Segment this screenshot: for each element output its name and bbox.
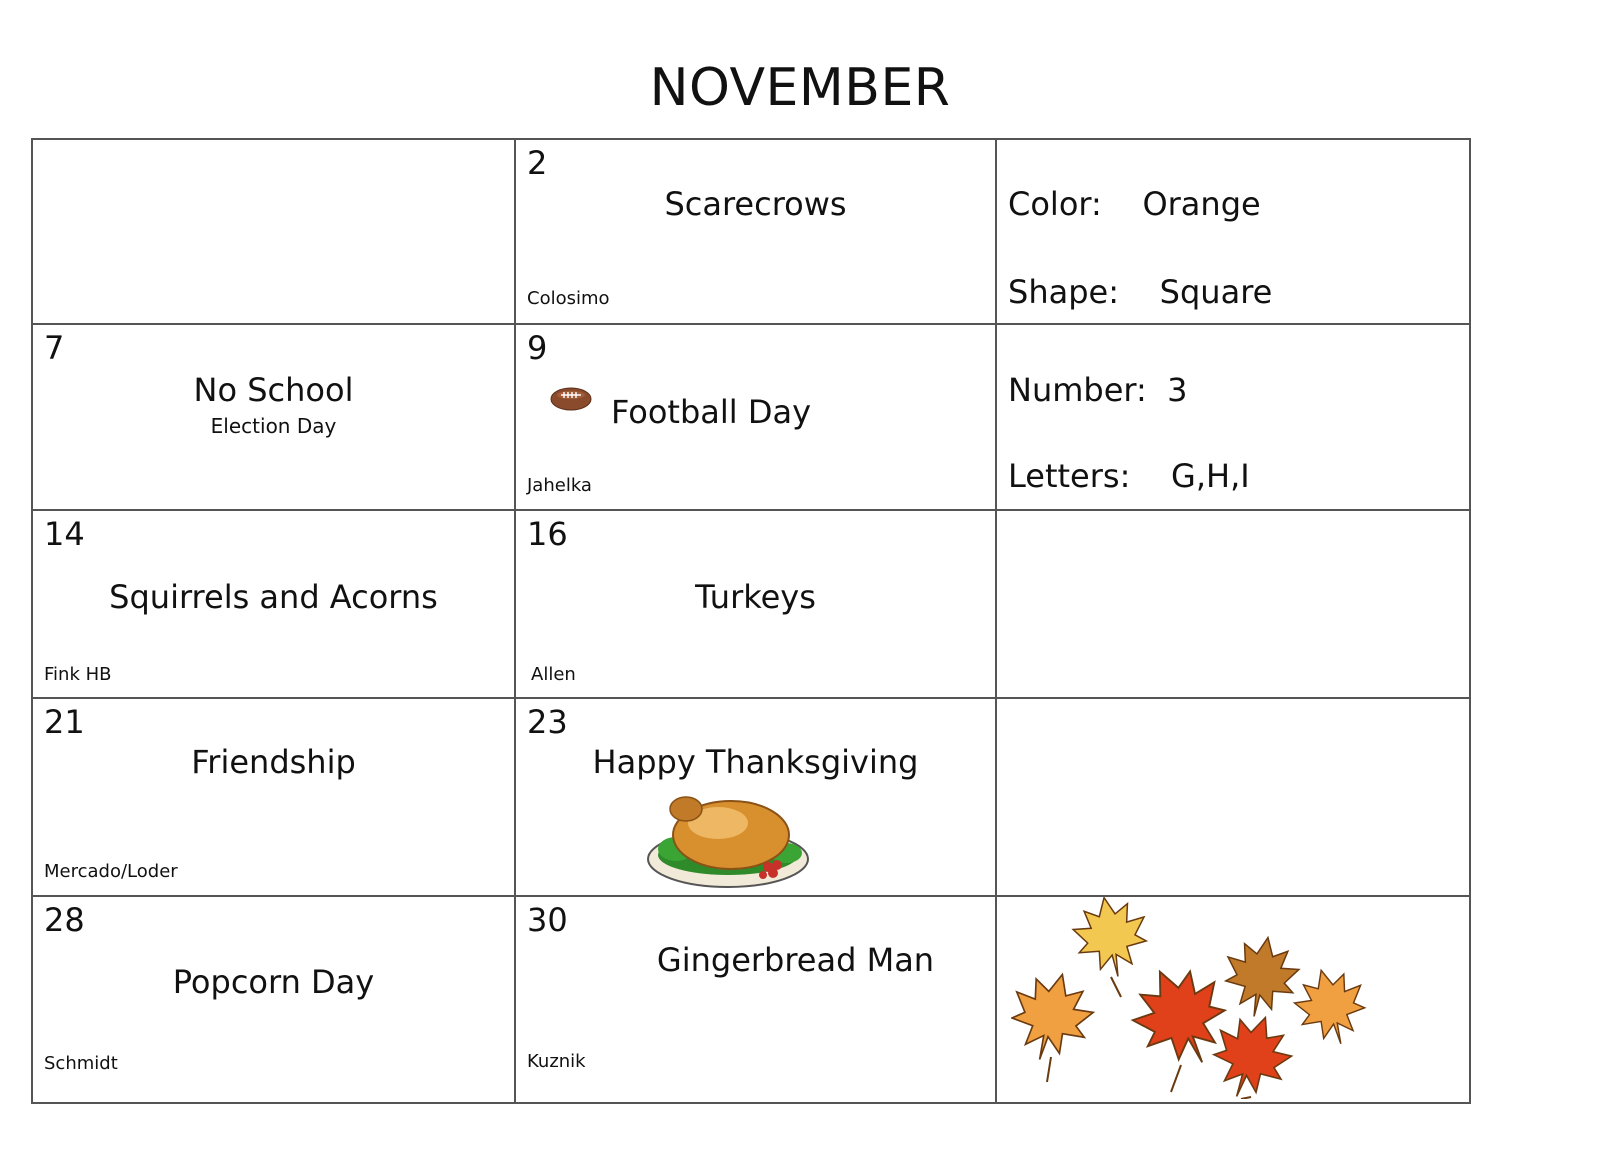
calendar-cell-empty [33, 140, 514, 323]
number-value: 3 [1167, 371, 1188, 409]
calendar-cell-day-9 [516, 325, 995, 509]
event-subtitle: Election Day [210, 414, 337, 438]
color-label: Color: [1008, 185, 1102, 223]
day-number: 9 [527, 329, 548, 367]
calendar-cell-day-7 [33, 325, 514, 509]
color-info [1008, 185, 1261, 223]
day-number: 23 [527, 703, 568, 741]
calendar-cell-day-2 [516, 140, 995, 323]
color-value: Orange [1142, 185, 1261, 223]
event-title: No School [193, 371, 354, 409]
event-title: Popcorn Day [172, 963, 375, 1001]
event-title: Friendship [191, 743, 356, 781]
calendar-cell-day-16 [516, 511, 995, 697]
calendar-cell-day-14 [33, 511, 514, 697]
day-number: 21 [44, 703, 85, 741]
day-number: 28 [44, 901, 85, 939]
teacher-name: Schmidt [44, 1053, 118, 1074]
event-title: Gingerbread Man [656, 941, 935, 979]
day-number: 14 [44, 515, 85, 553]
day-number: 7 [44, 329, 65, 367]
calendar-grid [31, 138, 1471, 1104]
calendar-cell-day-30 [516, 897, 995, 1102]
autumn-leaves-icon [1011, 897, 1381, 1099]
number-info [1008, 371, 1187, 409]
calendar-cell-day-23 [516, 699, 995, 895]
event-title: Happy Thanksgiving [592, 743, 919, 781]
calendar-cell-empty [997, 699, 1471, 895]
calendar-cell-day-28 [33, 897, 514, 1102]
shape-info [1008, 273, 1272, 311]
page-title: NOVEMBER [649, 58, 951, 118]
calendar-cell-decoration [997, 897, 1471, 1102]
calendar-cell-day-21 [33, 699, 514, 895]
event-title: Football Day [611, 393, 812, 431]
teacher-name: Jahelka [527, 475, 592, 496]
football-icon [550, 385, 592, 413]
teacher-name: Allen [531, 664, 576, 685]
info-cell-color-shape [997, 140, 1471, 323]
event-title: Turkeys [695, 578, 816, 616]
event-title: Scarecrows [664, 185, 847, 223]
number-label: Number: [1008, 371, 1147, 409]
letters-value: G,H,I [1171, 457, 1250, 495]
day-number: 2 [527, 144, 548, 182]
letters-label: Letters: [1008, 457, 1131, 495]
event-title: Squirrels and Acorns [109, 578, 438, 616]
day-number: 30 [527, 901, 568, 939]
roast-turkey-icon [646, 787, 811, 892]
info-cell-number-letters [997, 325, 1471, 509]
shape-label: Shape: [1008, 273, 1119, 311]
teacher-name: Fink HB [44, 664, 112, 685]
shape-value: Square [1159, 273, 1273, 311]
calendar-cell-empty [997, 511, 1471, 697]
teacher-name: Mercado/Loder [44, 861, 178, 882]
teacher-name: Kuznik [527, 1051, 586, 1072]
teacher-name: Colosimo [527, 288, 610, 309]
day-number: 16 [527, 515, 568, 553]
letters-info [1008, 457, 1250, 495]
